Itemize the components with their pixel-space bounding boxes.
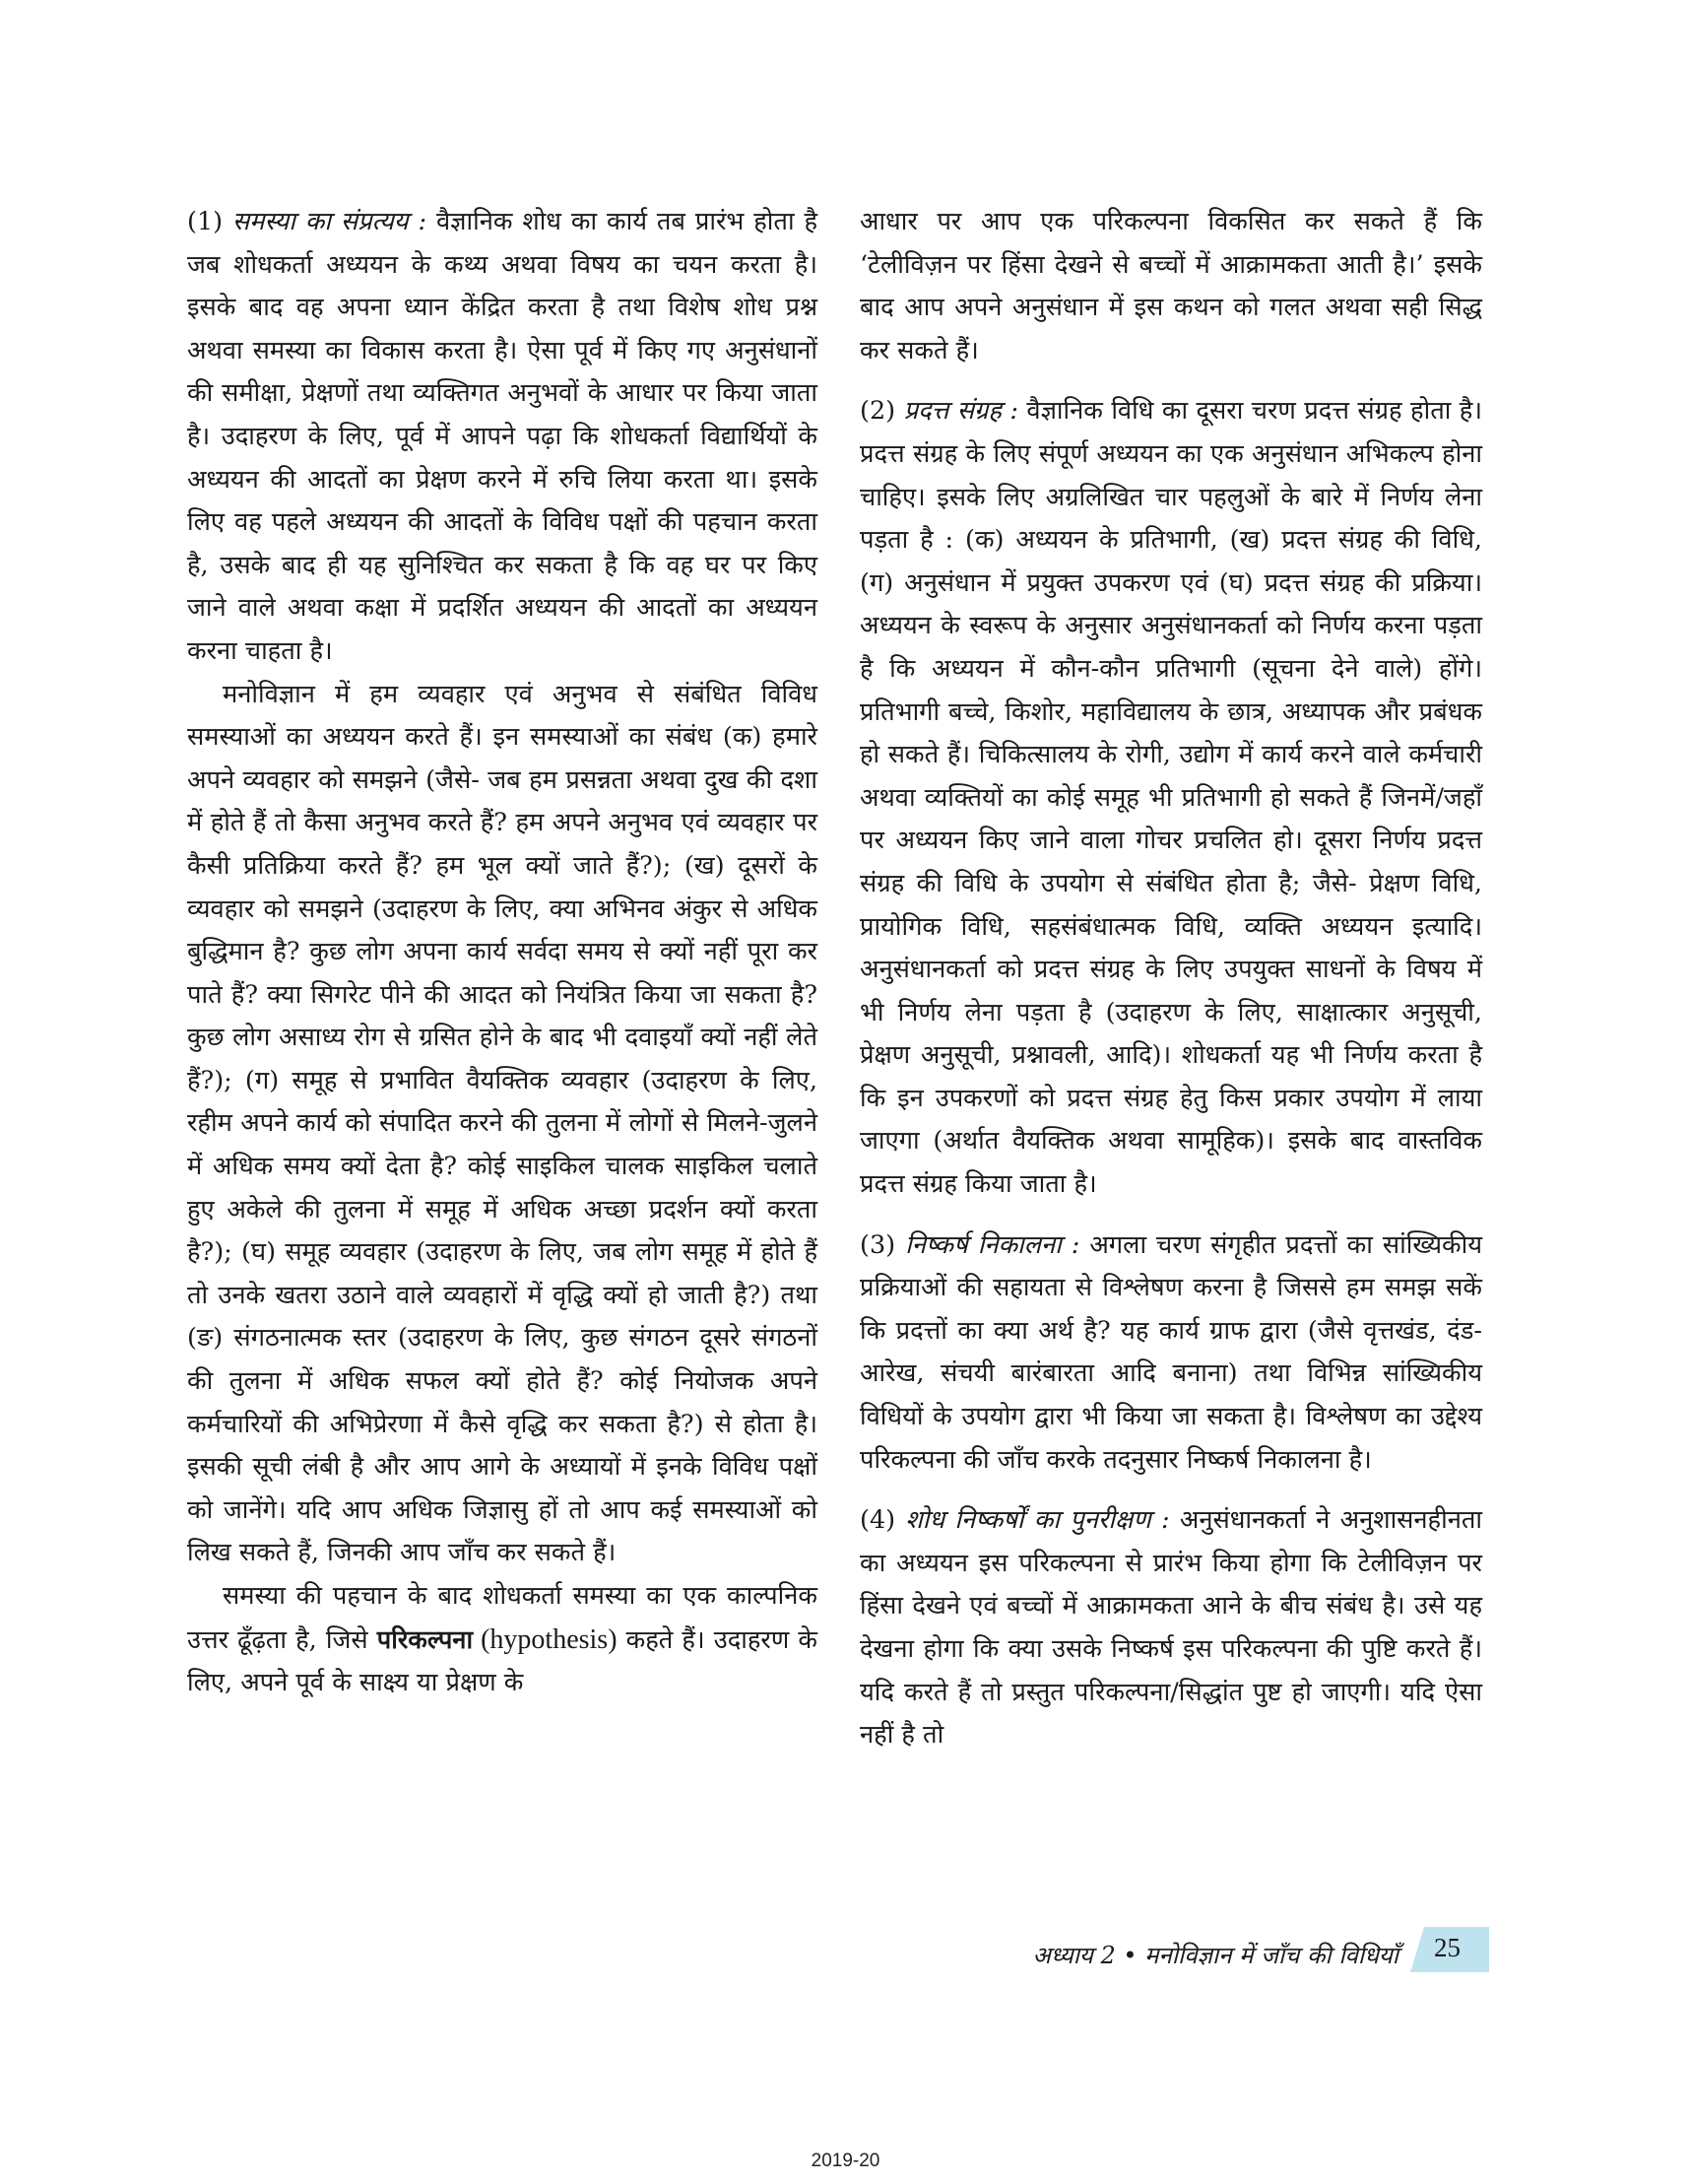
step-number: (1) bbox=[187, 207, 224, 236]
step-heading: प्रदत्त संग्रह : bbox=[903, 396, 1018, 427]
paragraph-hypothesis bbox=[187, 1575, 817, 1705]
step-heading: समस्या का संप्रत्यय : bbox=[232, 207, 427, 236]
left-column bbox=[187, 201, 817, 1705]
paragraph-text: अगला चरण संगृहीत प्रदत्तों का सांख्यिकीय प्रक्रियाओं की सहायता से विश्लेषण करना है जिससे हम समझ सकें कि प्रदत्तों का क्या अर्थ है? यह कार्य ग्राफ द्वारा (जैसे वृत्तखंड, दंड-आरेख, संचयी बारंबारता आदि बनाना) तथा विभिन्न सांख्यिकीय विधियों के उपयोग द्वारा भी किया जा सकता है। विश्लेषण का उद्देश्य परिकल्पना की जाँच करके तदनुसार निष्कर्ष निकालना है। bbox=[860, 1229, 1483, 1475]
paragraph-text: समस्या की पहचान के बाद शोधकर्ता समस्या का एक काल्पनिक उत्तर ढूँढ़ता है, जिसे bbox=[187, 1581, 817, 1655]
page-number-box bbox=[1410, 1927, 1489, 1972]
step-number: (4) bbox=[860, 1505, 896, 1536]
page-number: 25 bbox=[1434, 1933, 1461, 1962]
hypothesis-term: परिकल्पना bbox=[376, 1624, 474, 1655]
paragraph-data-collection bbox=[860, 390, 1482, 1206]
chapter-footer: अध्याय 2 • मनोविज्ञान में जाँच की विधियाँ bbox=[1032, 1942, 1398, 1969]
step-heading: निष्कर्ष निकालना : bbox=[905, 1229, 1080, 1260]
paragraph-psychology-problems: मनोविज्ञान में हम व्यवहार एवं अनुभव से संबंधित विविध समस्याओं का अध्ययन करते हैं। इन समस्याओं का संबंध (क) हमारे अपने व्यवहार को समझने (जैसे- जब हम प्रसन्नता अथवा दुख की दशा में होते हैं तो कैसा अनुभव करते हैं? हम अपने अनुभव एवं व्यवहार पर कैसी प्रतिक्रिया करते हैं? हम भूल क्यों जाते हैं?); (ख) दूसरों के व्यवहार को समझने (उदाहरण के लिए, क्या अभिनव अंकुर से अधिक बुद्धिमान है? कुछ लोग अपना कार्य सर्वदा समय से क्यों नहीं पूरा कर पाते हैं? क्या सिगरेट पीने की आदत को नियंत्रित किया जा सकता है? कुछ लोग असाध्य रोग से ग्रसित होने के बाद भी दवाइयाँ क्यों नहीं लेते हैं?); (ग) समूह से प्रभावित वैयक्तिक व्यवहार (उदाहरण के लिए, रहीम अपने कार्य को संपादित करने की तुलना में लोगों से मिलने-जुलने में अधिक समय क्यों देता है? कोई साइकिल चालक साइकिल चलाते हुए अकेले की तुलना में समूह में अधिक अच्छा प्रदर्शन क्यों करता है?); (घ) समूह व्यवहार (उदाहरण के लिए, जब लोग समूह में होते हैं तो उनके खतरा उठाने वाले व्यवहारों में वृद्धि क्यों हो जाती है?) तथा (ङ) संगठनात्मक स्तर (उदाहरण के लिए, कुछ संगठन दूसरे संगठनों की तुलना में अधिक सफल क्यों होते हैं? कोई नियोजक अपने कर्मचारियों की अभिप्रेरणा में कैसे वृद्धि कर सकता है?) से होता है। इसकी सूची लंबी है और आप आगे के अध्यायों में इनके विविध पक्षों को जानेंगे। यदि आप अधिक जिज्ञासु हों तो आप कई समस्याओं को लिख सकते हैं, जिनकी आप जाँच कर सकते हैं। bbox=[187, 679, 817, 1568]
paragraph-continuation: आधार पर आप एक परिकल्पना विकसित कर सकते हैं कि ‘टेलीविज़न पर हिंसा देखने से बच्चों में आक्रामकता आती है।’ इसके बाद आप अपने अनुसंधान में इस कथन को गलत अथवा सही सिद्ध कर सकते हैं। bbox=[860, 207, 1482, 365]
paragraph-text: अनुसंधानकर्ता ने अनुशासनहीनता का अध्ययन इस परिकल्पना से प्रारंभ किया होगा कि टेलीविज़न पर हिंसा देखने एवं बच्चों में आक्रामकता आने के बीच संबंध है। उसे यह देखना होगा कि क्या उसके निष्कर्ष इस परिकल्पना की पुष्टि करते हैं। यदि करते हैं तो प्रस्तुत परिकल्पना/सिद्धांत पुष्ट हो जाएगी। यदि ऐसा नहीं है तो bbox=[860, 1505, 1482, 1751]
paragraph-text: कहते हैं। उदाहरण के लिए, अपने पूर्व के साक्ष्य या प्रेक्षण के bbox=[187, 1624, 817, 1698]
edition-year: 2019-20 bbox=[811, 2151, 880, 2171]
step-number: (3) bbox=[860, 1229, 896, 1260]
paragraph-text: वैज्ञानिक शोध का कार्य तब प्रारंभ होता है जब शोधकर्ता अध्ययन के कथ्य अथवा विषय का चयन करता है। इसके बाद वह अपना ध्यान केंद्रित करता है तथा विशेष शोध प्रश्न अथवा समस्या का विकास करता है। ऐसा पूर्व में किए गए अनुसंधानों की समीक्षा, प्रेक्षणों तथा व्यक्तिगत अनुभवों के आधार पर किया जाता है। उदाहरण के लिए, पूर्व में आपने पढ़ा कि शोधकर्ता विद्यार्थियों के अध्ययन की आदतों का प्रेक्षण करने में रुचि लिया करता था। इसके लिए वह पहले अध्ययन की आदतों के विविध पक्षों की पहचान करता है, उसके बाद ही यह सुनिश्चित कर सकता है कि वह घर पर किए जाने वाले अथवा कक्षा में प्रदर्शित अध्ययन की आदतों का अध्ययन करना चाहता है। bbox=[187, 207, 818, 666]
hypothesis-english-term: (hypothesis) bbox=[473, 1623, 618, 1655]
paragraph-text: वैज्ञानिक विधि का दूसरा चरण प्रदत्त संग्रह होता है। प्रदत्त संग्रह के लिए संपूर्ण अध्ययन का एक अनुसंधान अभिकल्प होना चाहिए। इसके लिए अग्रलिखित चार पहलुओं के बारे में निर्णय लेना पड़ता है : (क) अध्ययन के प्रतिभागी, (ख) प्रदत्त संग्रह की विधि, (ग) अनुसंधान में प्रयुक्त उपकरण एवं (घ) प्रदत्त संग्रह की प्रक्रिया। अध्ययन के स्वरूप के अनुसार अनुसंधानकर्ता को निर्णय करना पड़ता है कि अध्ययन में कौन-कौन प्रतिभागी (सूचना देने वाले) होंगे। प्रतिभागी बच्चे, किशोर, महाविद्यालय के छात्र, अध्यापक और प्रबंधक हो सकते हैं। चिकित्सालय के रोगी, उद्योग में कार्य करने वाले कर्मचारी अथवा व्यक्तियों का कोई समूह भी प्रतिभागी हो सकते हैं जिनमें/जहाँ पर अध्ययन किए जाने वाला गोचर प्रचलित हो। दूसरा निर्णय प्रदत्त संग्रह की विधि के उपयोग से संबंधित होता है; जैसे- प्रेक्षण विधि, प्रायोगिक विधि, सहसंबंधात्मक विधि, व्यक्ति अध्ययन इत्यादि। अनुसंधानकर्ता को प्रदत्त संग्रह के लिए उपयुक्त साधनों के विषय में भी निर्णय लेना पड़ता है (उदाहरण के लिए, साक्षात्कार अनुसूची, प्रेक्षण अनुसूची, प्रश्नावली, आदि)। शोधकर्ता यह भी निर्णय करता है कि इन उपकरणों को प्रदत्त संग्रह हेतु किस प्रकार उपयोग में लाया जाएगा (अर्थात वैयक्तिक अथवा सामूहिक)। इसके बाद वास्तविक प्रदत्त संग्रह किया जाता है। bbox=[860, 396, 1482, 1200]
paragraph-problem-conceptualization bbox=[187, 201, 817, 674]
paragraph-drawing-conclusions bbox=[860, 1224, 1482, 1483]
paragraph-revising-findings bbox=[860, 1499, 1482, 1757]
right-column bbox=[860, 201, 1482, 1757]
step-number: (2) bbox=[860, 396, 896, 427]
step-heading: शोध निष्कर्षों का पुनरीक्षण : bbox=[905, 1505, 1170, 1536]
